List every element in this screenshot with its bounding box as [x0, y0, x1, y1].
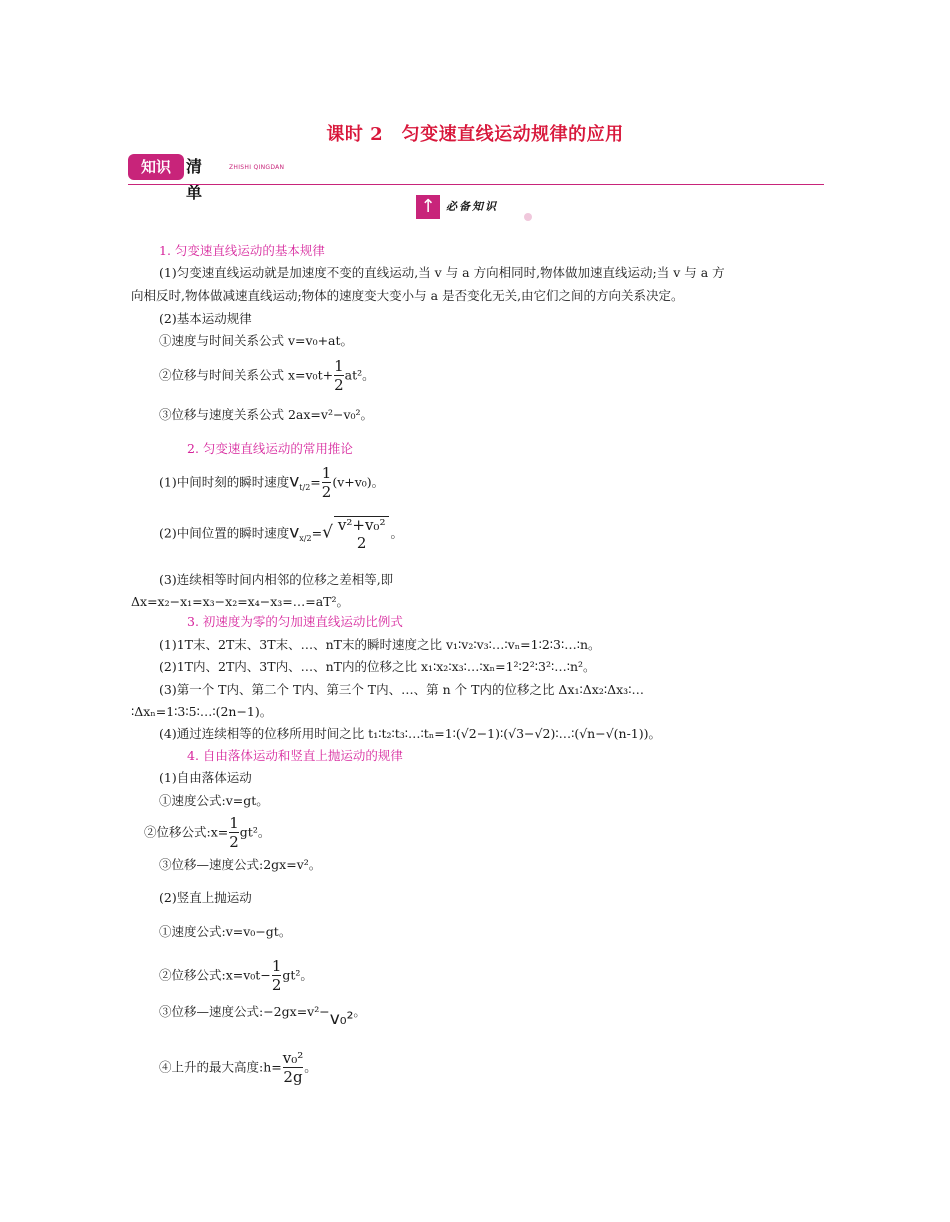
formula-text: 。 [390, 525, 403, 541]
fraction [272, 958, 282, 994]
sqrt-sign: √ [322, 522, 333, 543]
formula-text: ②位移与时间关系公式 x=v₀t+ [159, 367, 334, 383]
block-title: 必备知识 [446, 200, 498, 213]
formula-text: gt²。 [282, 967, 313, 983]
numerator: v²+v₀² [337, 516, 386, 534]
text-line: (2)1T内、2T内、3T内、…、nT内的位移之比 x₁∶x₂∶x₃∶…∶xₙ=1²∶2²∶3²∶…∶n²。 [159, 659, 596, 674]
denominator: 2 [271, 976, 282, 994]
formula-freefall-displacement [144, 815, 270, 851]
fraction [283, 1050, 304, 1086]
formula-text: ③位移—速度公式:−2gx=v²− [159, 1004, 330, 1019]
text-line: (1)自由落体运动 [159, 770, 252, 785]
formula-text: gt²。 [239, 824, 271, 840]
denominator: 2 [334, 376, 344, 394]
numerator: v₀² [282, 1049, 304, 1067]
formula-text: ②位移公式:x=v₀t− [159, 967, 271, 983]
text-line: ③位移与速度关系公式 2ax=v²−v₀²。 [159, 407, 374, 422]
fraction [322, 465, 332, 501]
text-line: ①速度公式:v=gt。 [159, 793, 269, 808]
formula-text: (v+v₀)。 [332, 474, 385, 490]
fraction [334, 358, 344, 394]
velocity-symbol: v [289, 471, 300, 492]
text-line: ③位移—速度公式:2gx=v²。 [159, 857, 322, 872]
denominator: 2 [321, 483, 332, 501]
denominator: 2 [229, 833, 239, 851]
text-line: (1)1T末、2T末、3T末、…、nT末的瞬时速度之比 v₁∶v₂∶v₃∶…∶vₙ=1∶2∶3∶…∶n。 [159, 637, 601, 652]
formula-position-time [159, 358, 375, 394]
banner-divider [128, 184, 824, 185]
banner-label: 清单 [186, 157, 203, 202]
banner-badge: 知识 [128, 154, 184, 180]
section-heading: 1. 匀变速直线运动的基本规律 [159, 243, 325, 258]
formula-text: (2)中间位置的瞬时速度 [159, 525, 290, 541]
formula-upward-velocity-displacement [159, 1003, 366, 1029]
formula-mid-position-velocity [159, 516, 403, 552]
decor-dot [524, 213, 532, 221]
section-heading: 4. 自由落体运动和竖直上抛运动的规律 [187, 748, 403, 763]
fraction [334, 516, 390, 552]
subscript: x/2 [299, 534, 312, 543]
subscript: t/2 [299, 483, 311, 492]
section-heading: 2. 匀变速直线运动的常用推论 [187, 441, 353, 456]
formula-text: ④上升的最大高度:h= [159, 1059, 282, 1075]
formula-text: ②位移公式:x= [144, 824, 229, 840]
formula-text: at²。 [344, 367, 375, 383]
numerator: 1 [229, 814, 239, 832]
text-line: (2)竖直上抛运动 [159, 890, 252, 905]
formula-text: = [310, 474, 321, 490]
lesson-title: 课时 2 匀变速直线运动规律的应用 [326, 124, 624, 145]
formula-text: (1)中间时刻的瞬时速度 [159, 474, 290, 490]
text-line: (1)匀变速直线运动就是加速度不变的直线运动,当 v 与 a 方向相同时,物体做加速直线运动;当 v 与 a 方 [159, 265, 725, 280]
formula-text: 。 [353, 1004, 366, 1019]
banner-subtitle: ZHISHI QINGDAN [229, 164, 285, 171]
section-heading: 3. 初速度为零的匀加速直线运动比例式 [187, 614, 403, 629]
formula-text: 。 [304, 1059, 317, 1075]
text-line: ①速度公式:v=v₀−gt。 [159, 924, 292, 939]
numerator: 1 [321, 464, 332, 482]
text-line: Δx=x₂−x₁=x₃−x₂=x₄−x₃=…=aT²。 [131, 594, 350, 609]
text-line: 向相反时,物体做减速直线运动;物体的速度变大变小与 a 是否变化无关,由它们之间的方向关系决定。 [131, 288, 684, 303]
numerator: 1 [334, 357, 344, 375]
formula-mid-time-velocity [159, 465, 384, 501]
numerator: 1 [271, 957, 282, 975]
formula-time-ratio: (4)通过连续相等的位移所用时间之比 t₁∶t₂∶t₃∶…∶tₙ=1∶(√2−1)∶(√3−√2)∶…∶(√n−√(n-1))。 [159, 726, 662, 741]
formula-max-height [159, 1050, 317, 1086]
text-line: ∶Δxₙ=1∶3∶5∶…∶(2n−1)。 [131, 704, 273, 719]
denominator: 2g [283, 1068, 303, 1086]
fraction [229, 815, 239, 851]
text-line: ①速度与时间关系公式 v=v₀+at。 [159, 333, 354, 348]
text-line: (2)基本运动规律 [159, 311, 252, 326]
formula-text: = [311, 525, 323, 541]
up-arrow-icon: ↑ [416, 195, 440, 219]
text-line: (3)连续相等时间内相邻的位移之差相等,即 [159, 572, 394, 587]
formula-upward-displacement [159, 958, 313, 994]
text-line: (3)第一个 T内、第二个 T内、第三个 T内、…、第 n 个 T内的位移之比 Δx₁∶Δx₂∶Δx₃∶… [159, 682, 644, 697]
v0-squared: v₀² [329, 1009, 354, 1029]
denominator: 2 [356, 534, 367, 552]
velocity-symbol: v [289, 522, 300, 543]
